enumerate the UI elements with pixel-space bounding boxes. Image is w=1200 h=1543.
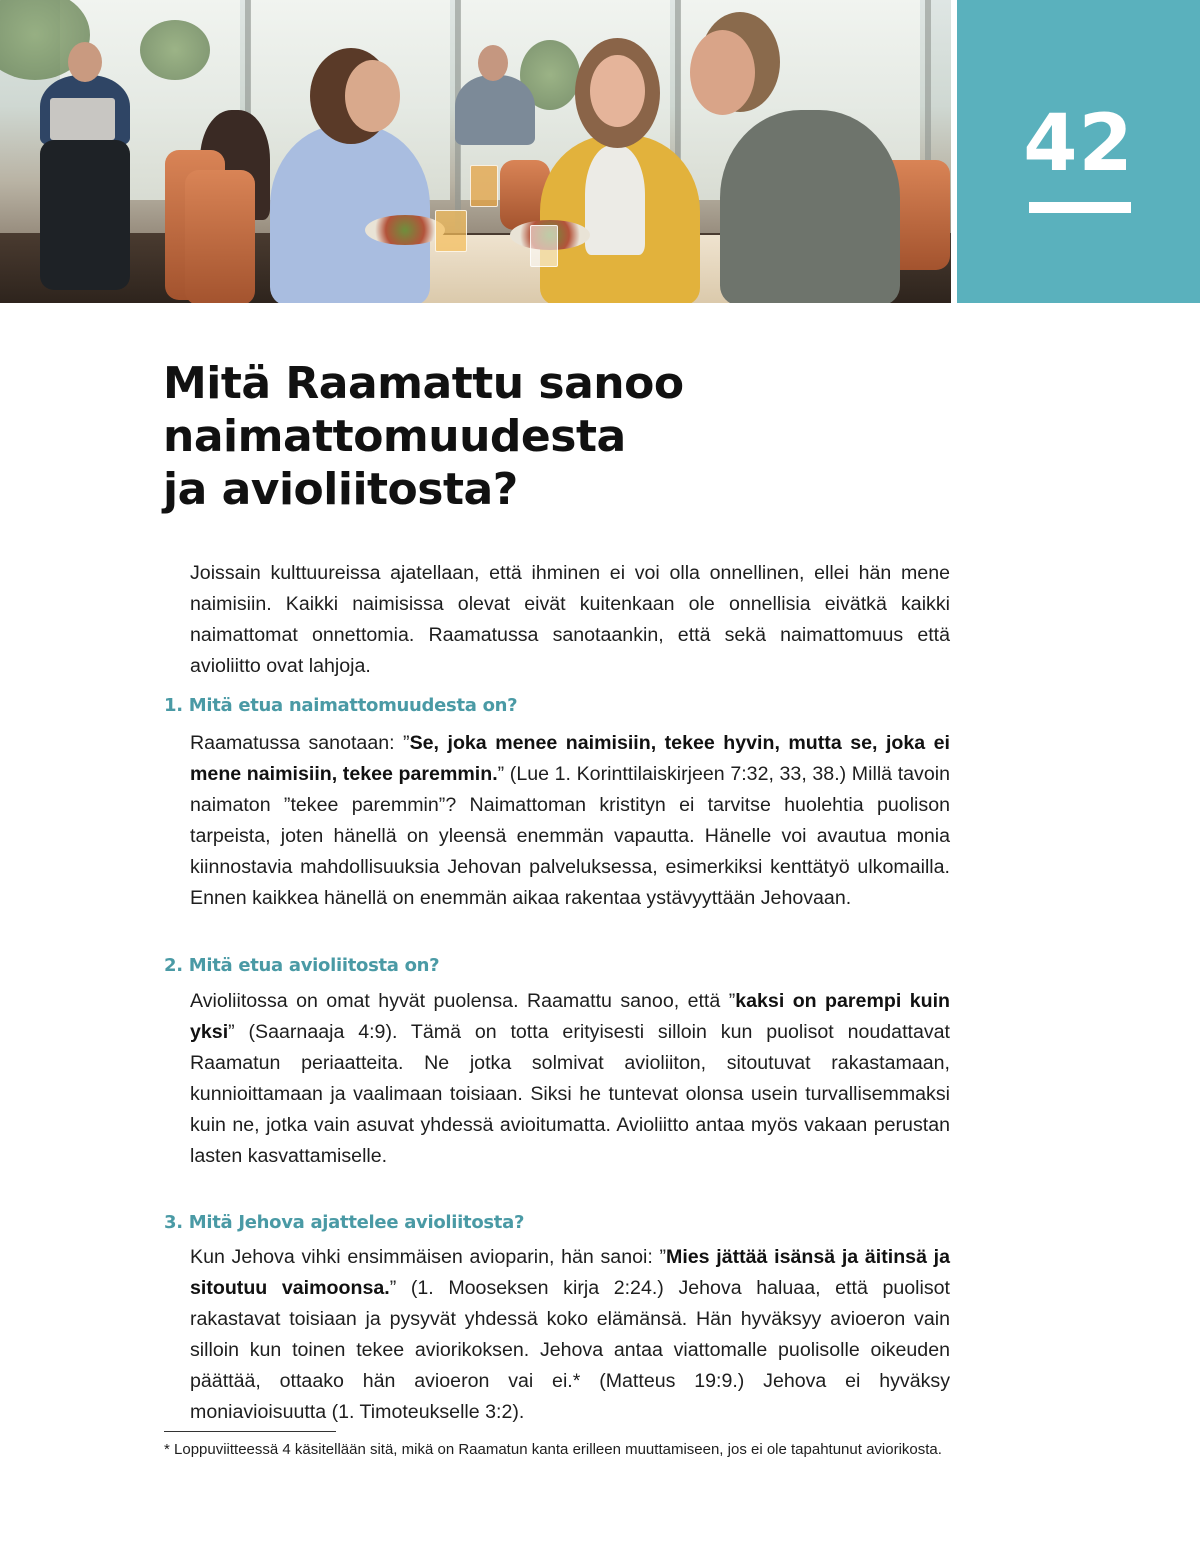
- chapter-underline: [1029, 202, 1131, 213]
- header-photo: [0, 0, 951, 303]
- scripture-quote: Mies jättää isänsä ja äitinsä ja sitoutuu vaimoonsa.: [190, 1246, 950, 1299]
- section-paragraph-1: [190, 728, 950, 914]
- intro-paragraph: Joissain kulttuureissa ajatellaan, että ihminen ei voi olla onnellinen, ellei hän mene naimisiin. Kaikki naimisissa olevat eivät kuitenkaan ole onnellisia eivätkä kaikki naimattomat onnettomia. Raamatussa sanotaankin, että sekä naimattomuus että avioliitto ovat lahjoja.: [190, 562, 950, 677]
- section-text: ” (Saarnaaja 4:9). Tämä on totta erityisesti silloin kun puolisot noudattavat Raamatun periaatteita. Ne jotka solmivat avioliiton, sitoutuvat rakastamaan, kunnioittamaan ja vaalimaan toisiaan. Siksi he tuntevat olonsa usein turvallisemmaksi kuin ne, jotka vain asuvat yhdessä avioitumatta. Avioliitto antaa myös vakaan perustan lasten kasvattamiselle.: [190, 1021, 950, 1167]
- section-text: ” (Lue 1. Korinttilaiskirjeen 7:32, 33, 38.) Millä tavoin naimaton ”tekee paremmin”? Naimattoman kristityn ei tarvitse huolehtia puolison tarpeista, joten hänellä on yleensä enemmän vapautta. Hänelle voi avautua monia kiinnostavia mahdollisuuksia Jehovan palveluksessa, esimerkiksi kenttätyö ulkomailla. Ennen kaikkea hänellä on enemmän aikaa rakentaa ystävyyttään Jehovaan.: [190, 763, 950, 909]
- section-text: Kun Jehova vihki ensimmäisen avioparin, hän sanoi: ”: [190, 1246, 667, 1268]
- footnote: * Loppuviitteessä 4 käsitellään sitä, mikä on Raamatun kanta erilleen muuttamiseen, jos ei ole tapahtunut aviorikosta.: [164, 1441, 942, 1458]
- chapter-number-tile: [957, 0, 1200, 303]
- section-text: ” (1. Mooseksen kirja 2:24.) Jehova haluaa, että puolisot rakastavat toisiaan ja pysyvät yhdessä koko elämänsä. Hän hyväksyy avioeron vain silloin kun toinen tekee aviorikoksen. Jehova antaa viattomalle puolisolle oikeuden päättää, ottaako hän avioeron vai ei.* (Matteus 19:9.) Jehova ei hyväksy moniavioisuutta (1. Timoteukselle 3:2).: [190, 1277, 950, 1423]
- section-paragraph-3: [190, 1242, 950, 1428]
- scripture-quote: kaksi on parempi kuin yksi: [190, 990, 950, 1043]
- title-line: Mitä Raamattu sanoo: [163, 358, 684, 409]
- title-line: naimattomuudesta: [163, 411, 626, 462]
- title-line: ja avioliitosta?: [163, 464, 518, 515]
- section-heading-1: 1. Mitä etua naimattomuudesta on?: [164, 695, 518, 716]
- section-text: Avioliitossa on omat hyvät puolensa. Raamattu sanoo, että ”: [190, 990, 736, 1012]
- footnote-divider: [164, 1431, 336, 1432]
- page-title: [163, 357, 684, 516]
- section-heading-2: 2. Mitä etua avioliitosta on?: [164, 955, 440, 976]
- section-heading-3: 3. Mitä Jehova ajattelee avioliitosta?: [164, 1212, 525, 1233]
- section-text: Raamatussa sanotaan: ”: [190, 732, 410, 754]
- section-paragraph-2: [190, 986, 950, 1172]
- scripture-quote: Se, joka menee naimisiin, tekee hyvin, mutta se, joka ei mene naimisiin, tekee paremmin.: [190, 732, 950, 785]
- chapter-number: 42: [1023, 99, 1134, 189]
